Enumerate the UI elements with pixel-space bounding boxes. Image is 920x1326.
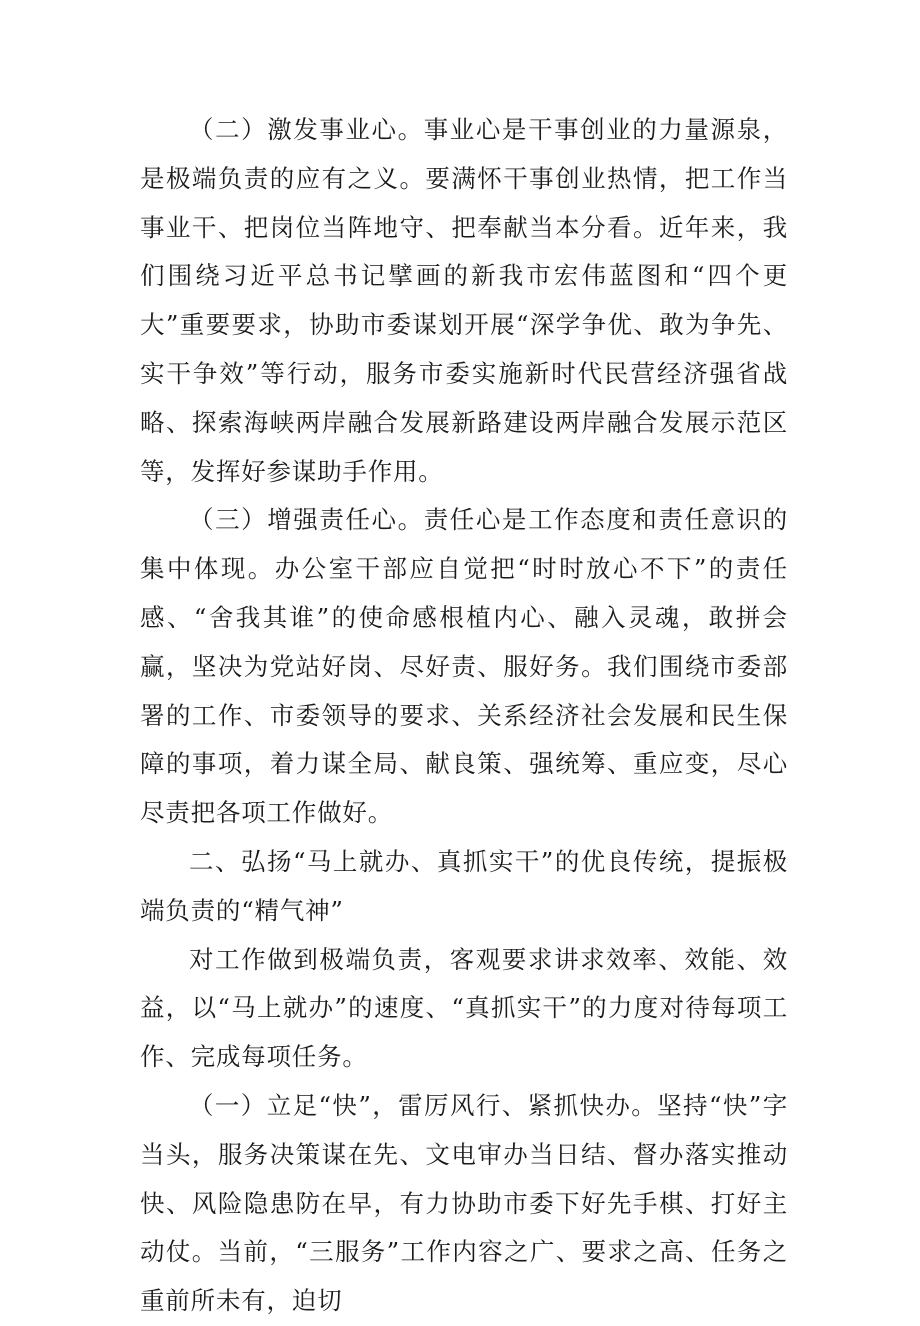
paragraph-section-two-intro: 对工作做到极端负责，客观要求讲求效率、效能、效益，以“马上就办”的速度、“真抓实干”的力度对待每项工作、完成每项任务。 (140, 944, 788, 1072)
paragraph-strengthen-responsibility: （三）增强责任心。责任心是工作态度和责任意识的集中体现。办公室干部应自觉把“时时放心不下”的责任感、“舍我其谁”的使命感根植内心、融入灵魂，敢拼会赢，坚决为党站好岗、尽好责、服好务。我们围绕市委部署的工作、市委领导的要求、关系经济社会发展和民生保障的事项，着力谋全局、献良策、强统筹、重应变，尽心尽责把各项工作做好。 (140, 505, 788, 828)
paragraph-stimulate-dedication: （二）激发事业心。事业心是干事创业的力量源泉，是极端负责的应有之义。要满怀干事创业热情，把工作当事业干、把岗位当阵地守、把奉献当本分看。近年来，我们围绕习近平总书记擘画的新我市宏伟蓝图和“四个更大”重要要求，协助市委谋划开展“深学争优、敢为争先、实干争效”等行动，服务市委实施新时代民营经济强省战略、探索海峡两岸融合发展新路建设两岸融合发展示范区等，发挥好参谋助手作用。 (140, 115, 788, 486)
paragraph-focus-on-speed: （一）立足“快”，雷厉风行、紧抓快办。坚持“快”字当头，服务决策谋在先、文电审办当日结、督办落实推动快、风险隐患防在早，有力协助市委下好先手棋、打好主动仗。当前，“三服务”工作内容之广、要求之高、任务之重前所未有，迫切 (140, 1090, 788, 1316)
section-heading-two: 二、弘扬“马上就办、真抓实干”的优良传统，提振极端负责的“精气神” (140, 846, 788, 925)
